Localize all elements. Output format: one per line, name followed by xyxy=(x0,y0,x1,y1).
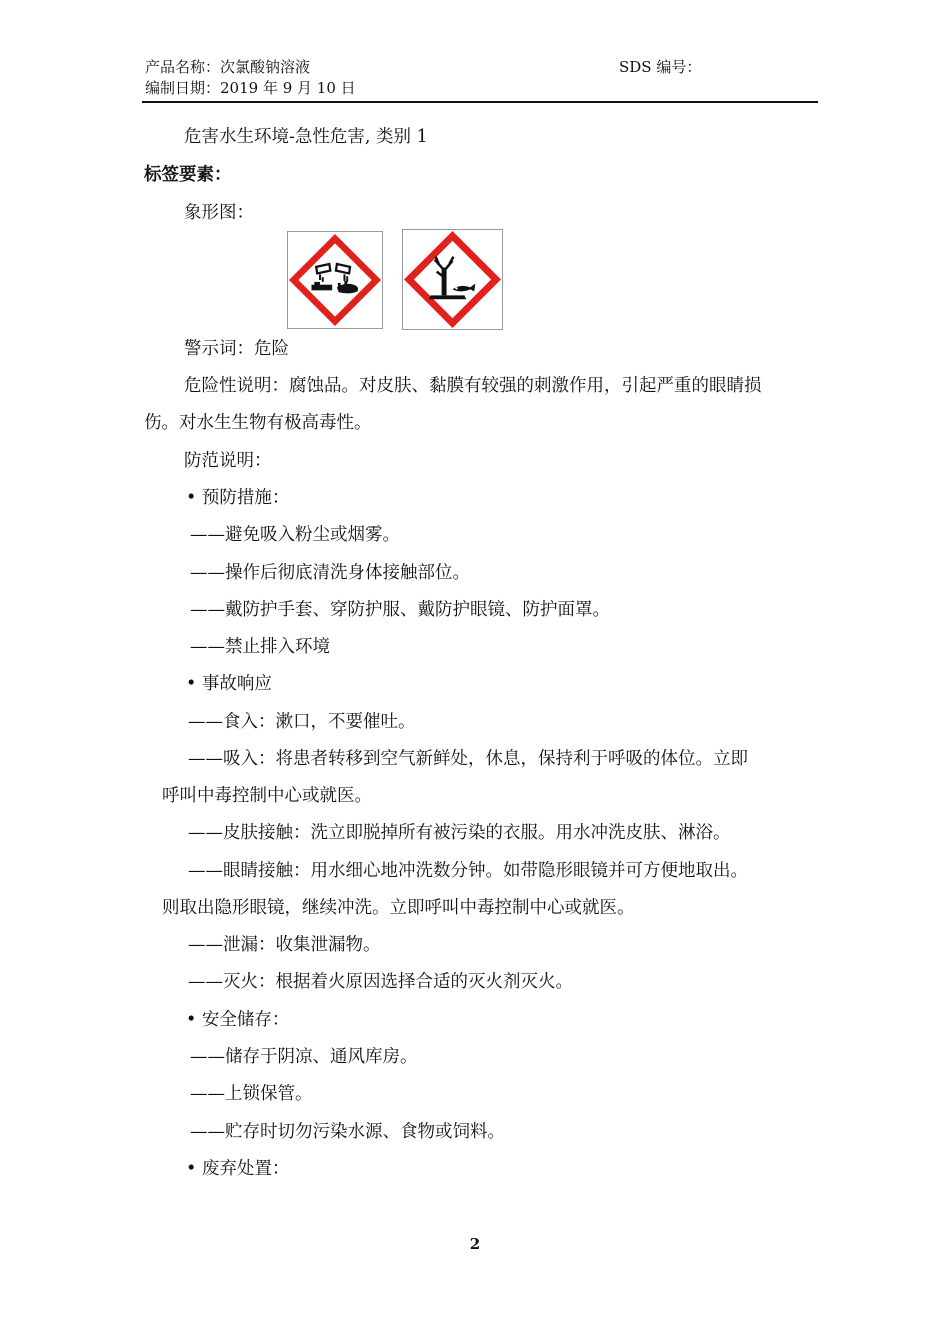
storage-heading: • 安全储存： xyxy=(186,1010,290,1030)
hazard-statement-line1: 危险性说明：腐蚀品。对皮肤、黏膜有较强的刺激作用，引起严重的眼睛损 xyxy=(184,376,762,396)
prevention-heading: • 预防措施： xyxy=(186,488,290,508)
compile-date: 编制日期：2019 年 9 月 10 日 xyxy=(145,79,356,97)
response-item-continued: 则取出隐形眼镜，继续冲洗。立即呼叫中毒控制中心或就医。 xyxy=(162,898,635,918)
pictogram-label: 象形图： xyxy=(184,203,254,223)
response-item: ——食入：漱口，不要催吐。 xyxy=(188,712,416,732)
storage-item: ——储存于阴凉、通风库房。 xyxy=(190,1047,418,1067)
sds-number: SDS 编号： xyxy=(619,58,702,76)
storage-item: ——贮存时切勿污染水源、食物或饲料。 xyxy=(190,1122,505,1142)
prevention-item: ——戴防护手套、穿防护服、戴防护眼镜、防护面罩。 xyxy=(190,600,610,620)
response-item-continued: 呼叫中毒控制中心或就医。 xyxy=(162,786,372,806)
precaution-heading: 防范说明： xyxy=(184,451,272,471)
response-heading: • 事故响应 xyxy=(186,674,272,694)
disposal-heading: • 废弃处置： xyxy=(186,1159,290,1179)
response-item: ——泄漏：收集泄漏物。 xyxy=(188,935,381,955)
hazard-statement-line2: 伤。对水生生物有极高毒性。 xyxy=(144,413,372,433)
response-item: ——眼睛接触：用水细心地冲洗数分钟。如带隐形眼镜并可方便地取出。 xyxy=(188,861,748,881)
environment-pictogram xyxy=(402,229,503,330)
prevention-item: ——操作后彻底清洗身体接触部位。 xyxy=(190,563,470,583)
header-divider xyxy=(142,101,818,103)
label-elements-heading: 标签要素： xyxy=(144,165,232,185)
prevention-item: ——禁止排入环境 xyxy=(190,637,330,657)
response-item: ——皮肤接触：洗立即脱掉所有被污染的衣服。用水冲洗皮肤、淋浴。 xyxy=(188,823,731,843)
product-name: 产品名称：次氯酸钠溶液 xyxy=(145,58,311,76)
prevention-item: ——避免吸入粉尘或烟雾。 xyxy=(190,525,400,545)
storage-item: ——上锁保管。 xyxy=(190,1084,313,1104)
corrosion-pictogram xyxy=(287,231,383,329)
response-item: ——灭火：根据着火原因选择合适的灭火剂灭火。 xyxy=(188,972,573,992)
page-number: 2 xyxy=(469,1235,481,1253)
hazard-class-line: 危害水生环境-急性危害, 类别 1 xyxy=(184,127,428,147)
signal-word: 警示词：危险 xyxy=(184,339,289,359)
response-item: ——吸入：将患者转移到空气新鲜处，休息，保持利于呼吸的体位。立即 xyxy=(188,749,748,769)
